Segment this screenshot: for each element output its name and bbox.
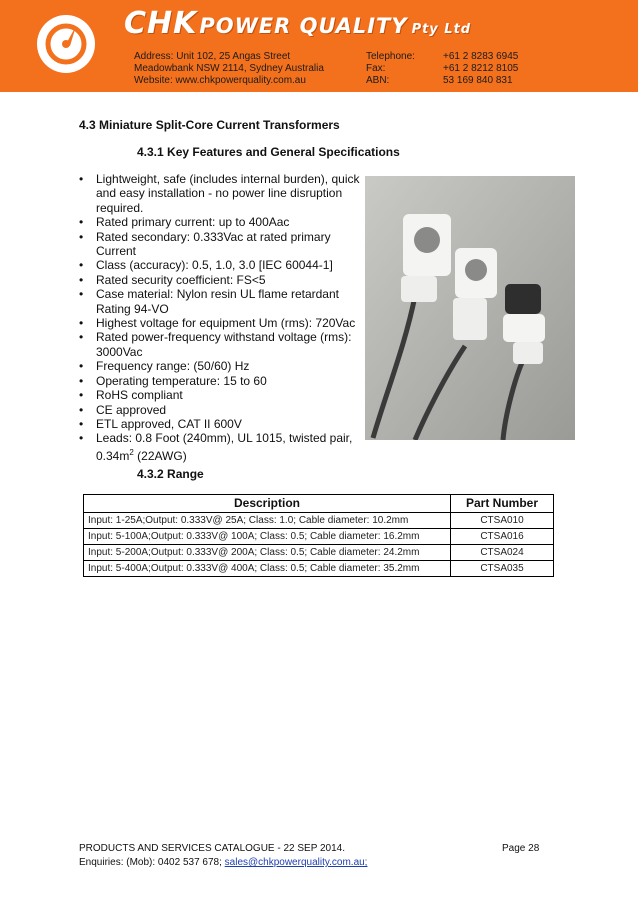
list-item: [79, 273, 364, 287]
list-item: [79, 258, 364, 272]
list-item: [79, 172, 364, 215]
feature-text: Highest voltage for equipment Um (rms): 720Vac: [96, 316, 356, 331]
range-table: [83, 494, 554, 577]
abn-label: ABN:: [366, 75, 390, 86]
list-item: [79, 316, 364, 330]
list-item: [79, 403, 364, 417]
footer-page-number: Page 28: [502, 843, 540, 854]
feature-text: Frequency range: (50/60) Hz: [96, 359, 250, 374]
cell-part-number: CTSA024: [451, 545, 554, 561]
feature-text: CE approved: [96, 402, 167, 417]
footer-enquiries: [79, 857, 367, 868]
bullet: •: [79, 215, 84, 230]
feature-text: Rated security coefficient: FS<5: [96, 272, 266, 287]
cell-description: Input: 5-400A;Output: 0.333V@ 400A; Class: 0.5; Cable diameter: 35.2mm: [84, 561, 451, 577]
table-row: [84, 561, 554, 577]
fax-value: +61 2 8212 8105: [443, 63, 519, 74]
section-title: 4.3 Miniature Split-Core Current Transformers: [79, 118, 340, 132]
table-row: [84, 545, 554, 561]
cell-description: Input: 5-100A;Output: 0.333V@ 100A; Class: 0.5; Cable diameter: 16.2mm: [84, 529, 451, 545]
bullet: •: [79, 229, 84, 244]
table-row: [84, 529, 554, 545]
product-photo: [365, 176, 575, 440]
address: Address: Unit 102, 25 Angas Street: [134, 51, 291, 62]
cell-part-number: CTSA035: [451, 561, 554, 577]
telephone-value: +61 2 8283 6945: [443, 51, 519, 62]
email-link[interactable]: sales@chkpowerquality.com.au;: [224, 857, 368, 868]
bullet: •: [79, 172, 84, 186]
cell-part-number: CTSA016: [451, 529, 554, 545]
cell-description: Input: 5-200A;Output: 0.333V@ 200A; Class: 0.5; Cable diameter: 24.2mm: [84, 545, 451, 561]
address-line2: Meadowbank NSW 2114, Sydney Australia: [134, 63, 324, 74]
brand-name: [124, 6, 471, 40]
footer-catalogue: PRODUCTS AND SERVICES CATALOGUE - 22 SEP 2014.: [79, 843, 346, 854]
bullet: •: [79, 373, 84, 388]
list-item: [79, 215, 364, 229]
bullet: •: [79, 402, 84, 417]
feature-text: Operating temperature: 15 to 60: [96, 373, 267, 388]
bullet: •: [79, 330, 84, 345]
list-item: [79, 330, 364, 359]
cell-description: Input: 1-25A;Output: 0.333V@ 25A; Class: 1.0; Cable diameter: 10.2mm: [84, 513, 451, 529]
table-row: [84, 513, 554, 529]
leads-text-after: (22AWG): [133, 448, 187, 463]
list-item: [79, 287, 364, 316]
column-header-part-number: Part Number: [451, 495, 554, 513]
feature-text: Class (accuracy): 0.5, 1.0, 3.0 [IEC 60044-1]: [96, 258, 333, 273]
features-list: [79, 172, 364, 463]
column-header-description: Description: [84, 495, 451, 513]
feature-text: Lightweight, safe (includes internal burden), quick and easy installation - no power line disruption required.: [96, 172, 360, 215]
range-heading: 4.3.2 Range: [137, 467, 204, 481]
list-item: [79, 230, 364, 259]
bullet: •: [79, 431, 84, 446]
feature-text: Rated power-frequency withstand voltage (rms): 3000Vac: [96, 330, 352, 359]
telephone-label: Telephone:: [366, 51, 415, 62]
bullet: •: [79, 258, 84, 273]
bullet: •: [79, 388, 84, 403]
leads-superscript: 2: [129, 447, 134, 457]
list-item: [79, 359, 364, 373]
brand-chk: CHK: [124, 6, 198, 41]
brand-power-quality: POWER QUALITY: [199, 14, 408, 38]
features-heading: 4.3.1 Key Features and General Specifications: [137, 145, 400, 159]
bullet: •: [79, 316, 84, 331]
feature-text: Case material: Nylon resin UL flame retardant Rating 94-VO: [96, 287, 339, 316]
enquiries-text: Enquiries: (Mob): 0402 537 678;: [79, 857, 225, 868]
brand-pty-ltd: Pty Ltd: [411, 22, 472, 37]
bullet: •: [79, 359, 84, 374]
bullet: •: [79, 272, 84, 287]
page-header: [0, 0, 638, 92]
feature-text: Rated primary current: up to 400Aac: [96, 215, 290, 230]
feature-text: ETL approved, CAT II 600V: [96, 416, 242, 431]
bullet: •: [79, 416, 84, 431]
abn-value: 53 169 840 831: [443, 75, 513, 86]
list-item: [79, 388, 364, 402]
feature-text: RoHS compliant: [96, 388, 183, 403]
list-item: [79, 431, 364, 463]
list-item: [79, 417, 364, 431]
bullet: •: [79, 287, 84, 302]
cell-part-number: CTSA010: [451, 513, 554, 529]
feature-text: Rated secondary: 0.333Vac at rated primary Current: [96, 229, 331, 259]
fax-label: Fax:: [366, 63, 386, 74]
table-header-row: [84, 495, 554, 513]
website: Website: www.chkpowerquality.com.au: [134, 75, 306, 86]
leads-text: Leads: 0.8 Foot (240mm), UL 1015, twisted pair, 0.34m: [96, 431, 353, 463]
logo-gauge-icon: [36, 14, 96, 74]
list-item: [79, 374, 364, 388]
